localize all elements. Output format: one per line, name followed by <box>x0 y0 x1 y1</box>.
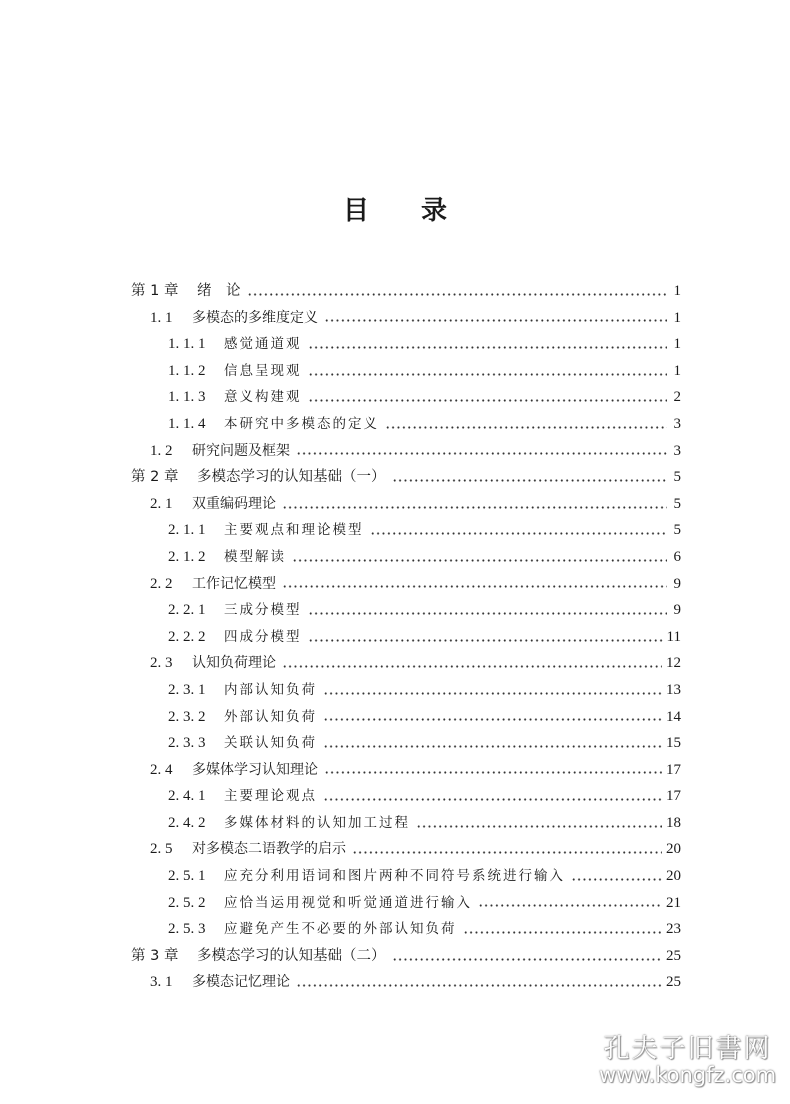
dot-leader <box>385 426 667 429</box>
dot-leader <box>463 931 663 934</box>
toc-entry-number: 2. 5. 1 <box>168 868 206 885</box>
toc-entry-title: 主要观点和理论模型 <box>224 522 364 539</box>
toc-entry-number: 2. 4. 1 <box>168 788 206 805</box>
page-title <box>0 190 790 227</box>
title-char-1: 目 <box>342 196 369 226</box>
toc-entry-title: 多模态记忆理论 <box>192 974 290 991</box>
toc-entry-number: 2. 1 <box>150 495 173 512</box>
dot-leader <box>392 958 663 961</box>
dot-leader <box>323 718 662 721</box>
toc-entry-title: 多模态学习的认知基础（一） <box>197 469 386 486</box>
toc-subsection-entry <box>131 677 681 704</box>
toc-subsection-entry <box>131 517 681 544</box>
toc-entry-number: 2. 5. 3 <box>168 921 206 938</box>
toc-entry-title: 应恰当运用视觉和听觉通道进行输入 <box>224 894 472 911</box>
toc-entry-page: 1 <box>673 283 681 299</box>
toc-section-entry <box>131 438 681 465</box>
toc-entry-title: 应充分利用语词和图片两种不同符号系统进行输入 <box>224 868 565 885</box>
toc-entry-page: 11 <box>666 628 681 645</box>
toc-entry-title: 绪 论 <box>197 283 241 299</box>
dot-leader <box>392 479 668 482</box>
toc-entry-number: 1. 1. 1 <box>168 336 206 353</box>
toc-section-entry <box>131 491 681 518</box>
toc-section-entry <box>131 757 681 784</box>
toc-entry-number: 2. 3. 3 <box>168 735 206 752</box>
toc-entry-page: 6 <box>673 548 681 565</box>
toc-entry-number: 1. 2 <box>150 442 173 459</box>
dot-leader <box>282 585 667 588</box>
watermark-url: www.kongfz.com <box>598 1063 777 1087</box>
toc-entry-title: 双重编码理论 <box>192 495 276 512</box>
toc-entry-number: 1. 1. 4 <box>168 415 206 432</box>
dot-leader <box>324 319 667 322</box>
table-of-contents <box>131 278 681 996</box>
toc-entry-page: 17 <box>666 761 681 778</box>
dot-leader <box>247 293 668 296</box>
toc-section-entry <box>131 650 681 677</box>
toc-entry-number: 2. 5. 2 <box>168 894 206 911</box>
dot-leader <box>571 878 662 881</box>
dot-leader <box>292 559 667 562</box>
toc-entry-title: 意义构建观 <box>224 389 302 406</box>
toc-entry-page: 5 <box>673 495 681 512</box>
toc-entry-page: 17 <box>666 788 681 805</box>
toc-entry-page: 14 <box>666 708 681 725</box>
toc-entry-title: 模型解读 <box>224 548 286 565</box>
toc-subsection-entry <box>131 331 681 358</box>
toc-entry-page: 1 <box>673 336 681 353</box>
toc-subsection-entry <box>131 411 681 438</box>
toc-entry-number: 第 1 章 <box>131 283 179 299</box>
toc-chapter-entry <box>131 464 681 491</box>
toc-entry-page: 1 <box>673 362 681 379</box>
toc-subsection-entry <box>131 597 681 624</box>
toc-entry-page: 25 <box>666 947 681 964</box>
toc-section-entry <box>131 836 681 863</box>
toc-entry-number: 2. 3 <box>150 655 173 672</box>
dot-leader <box>282 665 662 668</box>
toc-entry-page: 1 <box>673 309 681 326</box>
toc-entry-number: 3. 1 <box>150 974 173 991</box>
toc-entry-number: 2. 4. 2 <box>168 814 206 831</box>
toc-entry-number: 2. 3. 2 <box>168 708 206 725</box>
toc-entry-page: 25 <box>666 974 681 991</box>
toc-entry-title: 感觉通道观 <box>224 336 302 353</box>
toc-entry-title: 外部认知负荷 <box>224 708 317 725</box>
watermark-name: 孔夫子旧書网 <box>603 1034 772 1064</box>
toc-entry-title: 认知负荷理论 <box>192 655 276 672</box>
toc-entry-title: 研究问题及框架 <box>192 442 290 459</box>
toc-entry-number: 2. 2 <box>150 575 173 592</box>
toc-entry-number: 2. 1. 2 <box>168 548 206 565</box>
toc-subsection-entry <box>131 916 681 943</box>
dot-leader <box>296 452 667 455</box>
toc-entry-page: 18 <box>666 814 681 831</box>
dot-leader <box>308 639 663 642</box>
toc-entry-number: 第 2 章 <box>131 469 179 486</box>
toc-entry-title: 多媒体材料的认知加工过程 <box>224 814 410 831</box>
toc-entry-page: 5 <box>673 469 681 486</box>
toc-entry-page: 9 <box>673 602 681 619</box>
toc-entry-number: 2. 5 <box>150 841 173 858</box>
toc-entry-title: 主要理论观点 <box>224 788 317 805</box>
toc-entry-page: 2 <box>673 389 681 406</box>
toc-entry-number: 2. 2. 1 <box>168 602 206 619</box>
toc-entry-number: 1. 1. 3 <box>168 389 206 406</box>
toc-entry-page: 13 <box>666 681 681 698</box>
toc-entry-number: 2. 2. 2 <box>168 628 206 645</box>
toc-entry-title: 对多模态二语教学的启示 <box>192 841 346 858</box>
dot-leader <box>416 825 662 828</box>
toc-entry-number: 2. 4 <box>150 761 173 778</box>
dot-leader <box>478 904 662 907</box>
toc-entry-title: 工作记忆模型 <box>192 575 276 592</box>
toc-chapter-entry <box>131 943 681 970</box>
toc-subsection-entry <box>131 624 681 651</box>
dot-leader <box>308 373 668 376</box>
toc-entry-title: 应避免产生不必要的外部认知负荷 <box>224 921 457 938</box>
toc-subsection-entry <box>131 704 681 731</box>
toc-subsection-entry <box>131 384 681 411</box>
toc-entry-page: 3 <box>673 442 681 459</box>
toc-entry-title: 多媒体学习认知理论 <box>192 761 318 778</box>
dot-leader <box>308 346 668 349</box>
toc-entry-number: 2. 1. 1 <box>168 522 206 539</box>
toc-entry-page: 12 <box>666 655 681 672</box>
toc-entry-title: 多模态的多维度定义 <box>192 309 318 326</box>
toc-subsection-entry <box>131 810 681 837</box>
dot-leader <box>352 851 662 854</box>
toc-entry-page: 5 <box>673 522 681 539</box>
toc-entry-number: 1. 1 <box>150 309 173 326</box>
toc-entry-title: 信息呈现观 <box>224 362 302 379</box>
toc-subsection-entry <box>131 730 681 757</box>
dot-leader <box>323 798 662 801</box>
dot-leader <box>296 984 662 987</box>
toc-entry-title: 三成分模型 <box>224 602 302 619</box>
dot-leader <box>308 612 668 615</box>
toc-entry-number: 1. 1. 2 <box>168 362 206 379</box>
dot-leader <box>370 532 668 535</box>
toc-entry-page: 20 <box>666 841 681 858</box>
toc-entry-page: 23 <box>666 921 681 938</box>
toc-subsection-entry <box>131 783 681 810</box>
dot-leader <box>323 745 662 748</box>
toc-entry-number: 2. 3. 1 <box>168 681 206 698</box>
toc-entry-title: 本研究中多模态的定义 <box>224 415 379 432</box>
toc-entry-title: 四成分模型 <box>224 628 302 645</box>
toc-section-entry <box>131 571 681 598</box>
toc-entry-title: 关联认知负荷 <box>224 735 317 752</box>
toc-section-entry <box>131 305 681 332</box>
toc-entry-number: 第 3 章 <box>131 947 179 964</box>
toc-chapter-entry <box>131 278 681 305</box>
toc-subsection-entry <box>131 544 681 571</box>
toc-subsection-entry <box>131 358 681 385</box>
toc-entry-page: 21 <box>666 894 681 911</box>
toc-entry-page: 3 <box>673 415 681 432</box>
toc-subsection-entry <box>131 890 681 917</box>
toc-entry-page: 15 <box>666 735 681 752</box>
watermark <box>590 1028 785 1087</box>
dot-leader <box>324 771 662 774</box>
toc-section-entry <box>131 969 681 996</box>
dot-leader <box>323 692 662 695</box>
toc-entry-title: 多模态学习的认知基础（二） <box>197 947 386 964</box>
toc-entry-page: 20 <box>666 868 681 885</box>
dot-leader <box>308 399 668 402</box>
toc-subsection-entry <box>131 863 681 890</box>
dot-leader <box>282 506 667 509</box>
toc-entry-title: 内部认知负荷 <box>224 681 317 698</box>
title-char-2: 录 <box>421 196 448 226</box>
toc-entry-page: 9 <box>673 575 681 592</box>
